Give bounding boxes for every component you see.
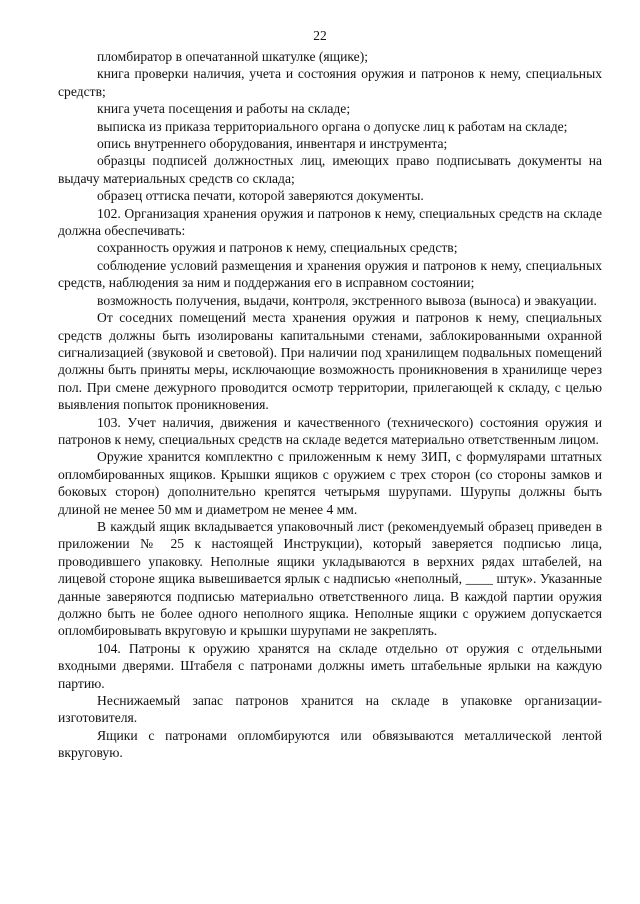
paragraph: пломбиратор в опечатанной шкатулке (ящике); <box>97 49 368 64</box>
document-body <box>58 48 602 762</box>
paragraph: 103. Учет наличия, движения и качественного (технического) состояния оружия и патронов к нему, специальных средств на складе ведется материально ответственным лицом. <box>58 414 602 447</box>
paragraph: опись внутреннего оборудования, инвентаря и инструмента; <box>97 136 448 152</box>
paragraph: книга учета посещения и работы на складе; <box>97 101 351 117</box>
paragraph: В каждый ящик вкладывается упаковочный лист (рекомендуемый образец приведен в приложении № 25 к настоящей Инструкции), который заверяется подписью лица, проводившего упаковку. Неполные ящики укладываются в верхних рядах штабелей, на лицевой стороне ящика вывешивается ярлык с надписью «неполный, ____ штук». Указанные данные заверяются подписью материально ответственного лица. В каждой партии оружия должно быть не более одного неполного ящика. Неполные ящики с оружием допускается опломбировывать вкруговую и крышки шурупами не закреплять. <box>58 518 602 639</box>
paragraph: выписка из приказа территориального органа о допуске лиц к работам на складе; <box>97 118 568 134</box>
paragraph: образец оттиска печати, которой заверяются документы. <box>97 188 424 204</box>
paragraph: образцы подписей должностных лиц, имеющих право подписывать документы на выдачу материальных средств со склада; <box>58 153 602 186</box>
paragraph: возможность получения, выдачи, контроля, экстренного вывоза (выноса) и эвакуации. <box>97 292 597 308</box>
paragraph: От соседних помещений места хранения оружия и патронов к нему, специальных средств должны быть изолированы капитальными стенами, заблокированными охранной сигнализацией (звуковой и световой). При наличии под хранилищем подвальных помещений должны быть приняты меры, исключающие возможность проникновения в хранилище через пол. При смене дежурного проводится осмотр территории, прилегающей к складу, с целью выявления попыток проникновения. <box>58 310 602 413</box>
paragraph: сохранность оружия и патронов к нему, специальных средств; <box>97 240 458 256</box>
page-number: 22 <box>313 28 327 43</box>
paragraph: 104. Патроны к оружию хранятся на складе отдельно от оружия с отдельными входными дверями. Штабеля с патронами должны иметь штабельные ярлыки на каждую партию. <box>58 640 602 691</box>
paragraph: книга проверки наличия, учета и состояния оружия и патронов к нему, специальных средств; <box>58 66 602 99</box>
paragraph: соблюдение условий размещения и хранения оружия и патронов к нему, специальных средств, наблюдения за ним и поддержания его в исправном состоянии; <box>58 257 602 291</box>
paragraph: 102. Организация хранения оружия и патронов к нему, специальных средств на складе должна обеспечивать: <box>58 205 602 239</box>
paragraph: Ящики с патронами опломбируются или обвязываются металлической лентой вкруговую. <box>58 727 602 761</box>
paragraph: Неснижаемый запас патронов хранится на складе в упаковке организации-изготовителя. <box>58 693 602 726</box>
paragraph: Оружие хранится комплектно с приложенным к нему ЗИП, с формулярами штатных опломбированных ящиков. Крышки ящиков с оружием с трех сторон (со стороны замков и боковых сторон) дополнительно крепятся четырьмя шурупами. Шурупы должны быть длиной не менее 50 мм и диаметром не менее 4 мм. <box>58 449 602 517</box>
